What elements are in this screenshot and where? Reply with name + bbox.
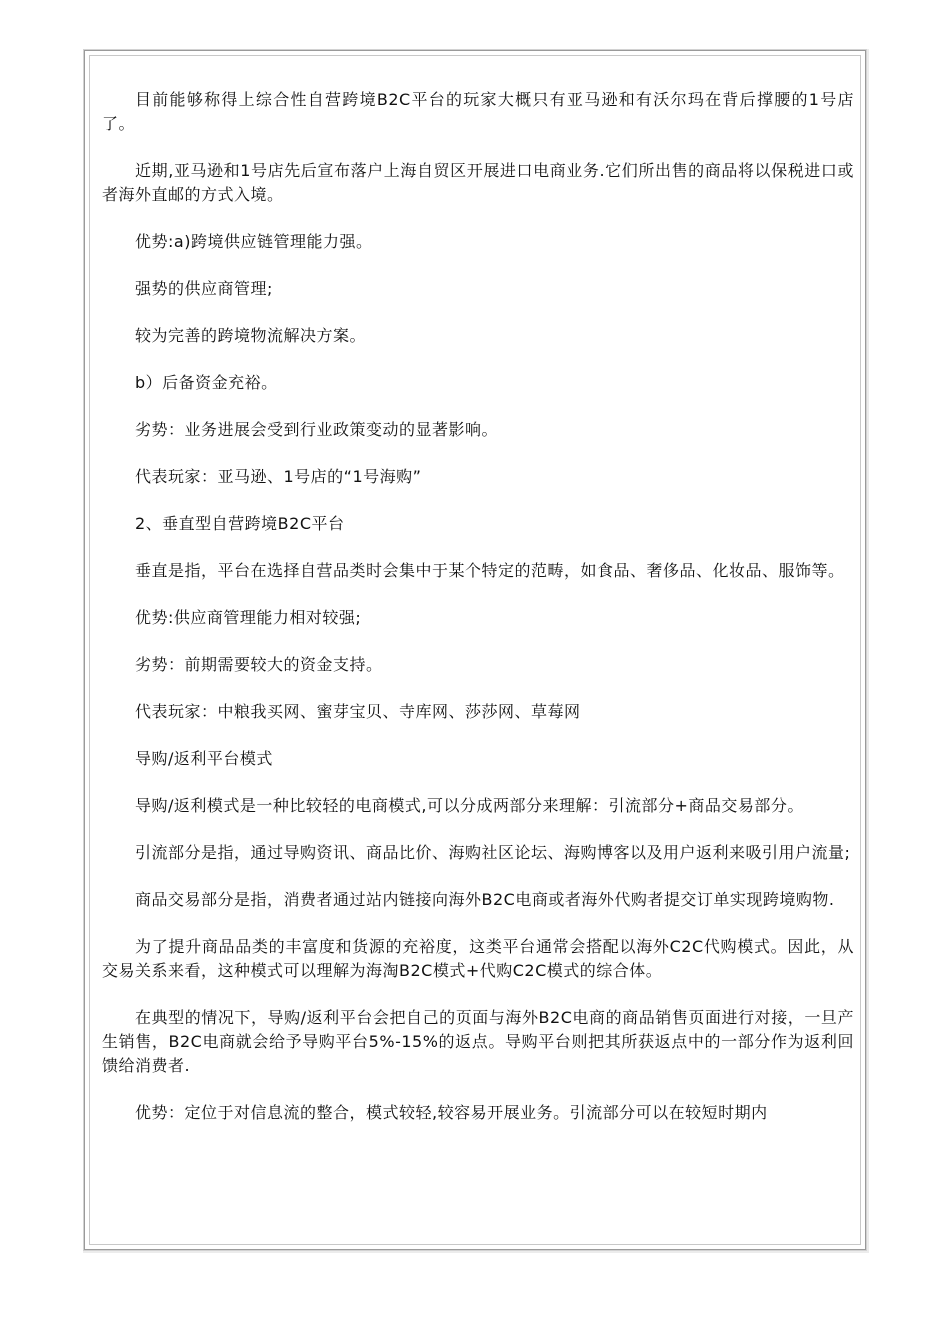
- paragraph: 在典型的情况下，导购/返利平台会把自己的页面与海外B2C电商的商品销售页面进行对接，一旦产生销售，B2C电商就会给予导购平台5%-15%的返点。导购平台则把其所获返点中的一部分作为返利回馈给消费者.: [102, 1008, 854, 1075]
- paragraph: 目前能够称得上综合性自营跨境B2C平台的玩家大概只有亚马逊和有沃尔玛在背后撑腰的1号店了。: [102, 90, 854, 133]
- paragraph: 优势:a)跨境供应链管理能力强。: [135, 232, 373, 251]
- section-heading: 导购/返利平台模式: [135, 749, 273, 768]
- paragraph: 引流部分是指，通过导购资讯、商品比价、海购社区论坛、海购博客以及用户返利来吸引用户流量;: [135, 843, 851, 862]
- document-body: [102, 88, 854, 1125]
- paragraph: 优势:供应商管理能力相对较强;: [135, 608, 362, 627]
- paragraph: 为了提升商品品类的丰富度和货源的充裕度，这类平台通常会搭配以海外C2C代购模式。因此，从交易关系来看，这种模式可以理解为海淘B2C模式+代购C2C模式的综合体。: [102, 937, 854, 980]
- paragraph: 商品交易部分是指，消费者通过站内链接向海外B2C电商或者海外代购者提交订单实现跨境购物.: [135, 890, 835, 909]
- paragraph: 垂直是指，平台在选择自营品类时会集中于某个特定的范畴，如食品、奢侈品、化妆品、服饰等。: [135, 561, 845, 580]
- paragraph: 代表玩家：中粮我买网、蜜芽宝贝、寺库网、莎莎网、草莓网: [135, 702, 581, 721]
- paragraph: 优势：定位于对信息流的整合，模式较轻,较容易开展业务。引流部分可以在较短时期内: [135, 1103, 768, 1122]
- section-heading: 2、垂直型自营跨境B2C平台: [135, 514, 345, 533]
- paragraph: 较为完善的跨境物流解决方案。: [135, 326, 367, 345]
- paragraph: 导购/返利模式是一种比较轻的电商模式,可以分成两部分来理解：引流部分+商品交易部分。: [135, 796, 804, 815]
- paragraph: b）后备资金充裕。: [135, 373, 278, 392]
- paragraph: 劣势：前期需要较大的资金支持。: [135, 655, 383, 674]
- paragraph: 近期,亚马逊和1号店先后宣布落户上海自贸区开展进口电商业务.它们所出售的商品将以保税进口或者海外直邮的方式入境。: [102, 161, 854, 204]
- paragraph: 代表玩家：亚马逊、1号店的“1号海购”: [135, 467, 422, 486]
- paragraph: 强势的供应商管理;: [135, 279, 273, 298]
- paragraph: 劣势：业务进展会受到行业政策变动的显著影响。: [135, 420, 499, 439]
